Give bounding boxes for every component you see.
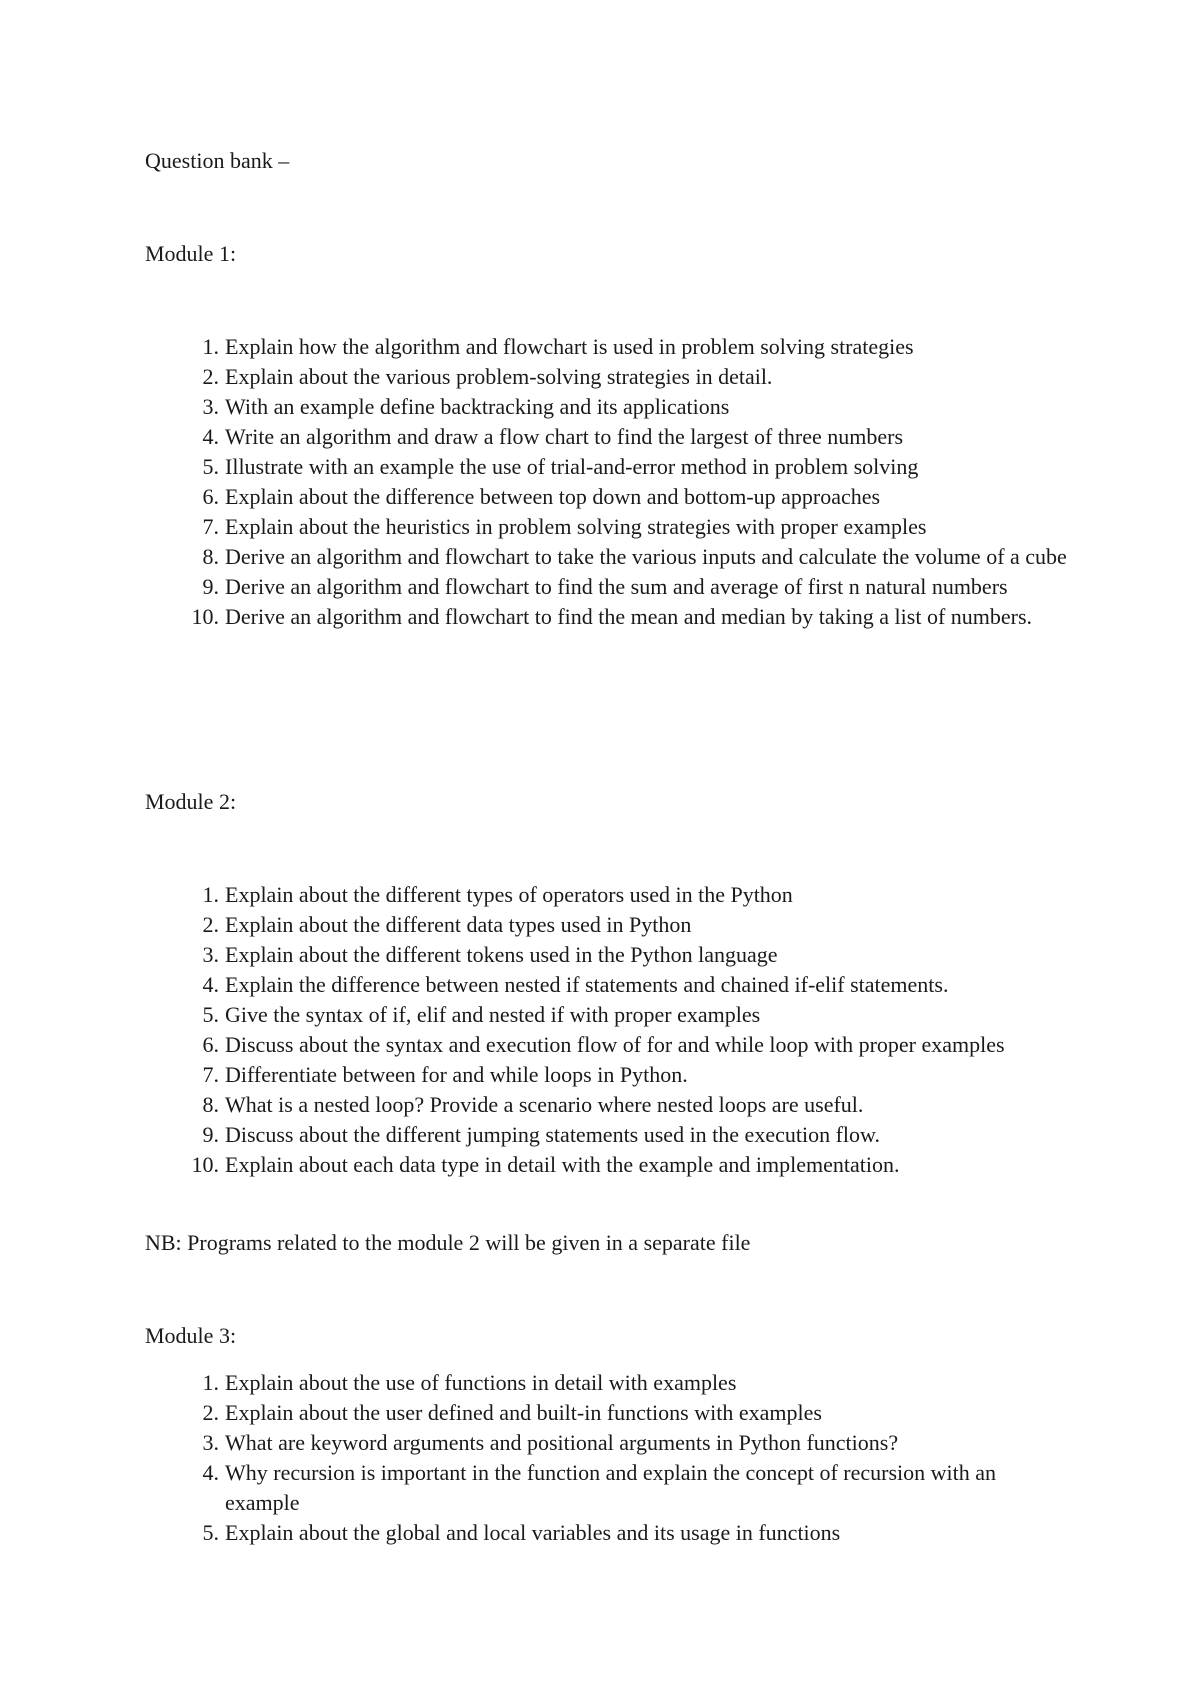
- question-text: Derive an algorithm and flowchart to find the mean and median by taking a list of numbers.: [225, 604, 1033, 629]
- question-number: 7.: [202, 514, 219, 539]
- module-1-question-list: [145, 332, 1075, 632]
- question-text: Derive an algorithm and flowchart to take the various inputs and calculate the volume of a cube: [225, 544, 1067, 569]
- question-number: 9.: [202, 574, 219, 599]
- question-item: [145, 1120, 1075, 1150]
- question-number: 4.: [202, 424, 219, 449]
- question-number: 2.: [202, 912, 219, 937]
- module-3-question-list: [145, 1368, 1075, 1548]
- question-item: [145, 482, 1075, 512]
- question-number: 5.: [202, 1520, 219, 1545]
- question-item: [145, 392, 1075, 422]
- question-item: [145, 1428, 1075, 1458]
- question-item: [145, 542, 1075, 572]
- question-text: What is a nested loop? Provide a scenario where nested loops are useful.: [225, 1092, 864, 1117]
- question-text: What are keyword arguments and positional arguments in Python functions?: [225, 1430, 899, 1455]
- question-number: 8.: [202, 1092, 219, 1117]
- question-number: 10.: [191, 604, 219, 629]
- question-item: [145, 1060, 1075, 1090]
- question-text: Differentiate between for and while loops in Python.: [225, 1062, 688, 1087]
- module-2-note: NB: Programs related to the module 2 will be given in a separate file: [145, 1230, 751, 1255]
- question-item: [145, 572, 1075, 602]
- question-item: [145, 602, 1075, 632]
- question-item: [145, 910, 1075, 940]
- question-number: 2.: [202, 1400, 219, 1425]
- question-item: [145, 1368, 1075, 1398]
- question-item: [145, 1518, 1075, 1548]
- question-text: Discuss about the different jumping statements used in the execution flow.: [225, 1122, 880, 1147]
- module-2-heading: Module 2:: [145, 789, 237, 814]
- question-text: Explain about the different data types used in Python: [225, 912, 692, 937]
- question-item: [145, 362, 1075, 392]
- question-number: 1.: [202, 882, 219, 907]
- module-1-heading: Module 1:: [145, 241, 237, 266]
- question-text: Explain the difference between nested if statements and chained if-elif statements.: [225, 972, 949, 997]
- question-number: 5.: [202, 454, 219, 479]
- question-number: 1.: [202, 334, 219, 359]
- question-item: [145, 1458, 1075, 1518]
- question-text: Explain how the algorithm and flowchart is used in problem solving strategies: [225, 334, 914, 359]
- question-item: [145, 1090, 1075, 1120]
- question-number: 1.: [202, 1370, 219, 1395]
- page-title: Question bank –: [145, 148, 290, 173]
- question-number: 7.: [202, 1062, 219, 1087]
- question-text: With an example define backtracking and its applications: [225, 394, 730, 419]
- question-text: Explain about the use of functions in detail with examples: [225, 1370, 737, 1395]
- question-text: Explain about the various problem-solving strategies in detail.: [225, 364, 773, 389]
- question-text: Discuss about the syntax and execution flow of for and while loop with proper examples: [225, 1032, 1005, 1057]
- question-text: Explain about the heuristics in problem solving strategies with proper examples: [225, 514, 927, 539]
- question-number: 6.: [202, 1032, 219, 1057]
- question-text: Explain about the different tokens used in the Python language: [225, 942, 778, 967]
- question-item: [145, 332, 1075, 362]
- question-item: [145, 1030, 1075, 1060]
- question-number: 3.: [202, 942, 219, 967]
- module-3-heading: Module 3:: [145, 1323, 237, 1348]
- question-item: [145, 452, 1075, 482]
- question-item: [145, 422, 1075, 452]
- question-number: 10.: [191, 1152, 219, 1177]
- question-number: 6.: [202, 484, 219, 509]
- question-text: Why recursion is important in the function and explain the concept of recursion with an example: [225, 1460, 996, 1515]
- question-number: 9.: [202, 1122, 219, 1147]
- question-number: 4.: [202, 1460, 219, 1485]
- question-text: Derive an algorithm and flowchart to find the sum and average of first n natural numbers: [225, 574, 1008, 599]
- question-text: Illustrate with an example the use of trial-and-error method in problem solving: [225, 454, 919, 479]
- question-item: [145, 1000, 1075, 1030]
- question-number: 8.: [202, 544, 219, 569]
- question-number: 3.: [202, 1430, 219, 1455]
- question-item: [145, 512, 1075, 542]
- question-number: 2.: [202, 364, 219, 389]
- question-text: Give the syntax of if, elif and nested if with proper examples: [225, 1002, 761, 1027]
- question-text: Explain about the global and local variables and its usage in functions: [225, 1520, 841, 1545]
- question-number: 5.: [202, 1002, 219, 1027]
- question-text: Explain about the difference between top down and bottom-up approaches: [225, 484, 881, 509]
- question-item: [145, 940, 1075, 970]
- question-item: [145, 970, 1075, 1000]
- module-2-question-list: [145, 880, 1075, 1180]
- question-number: 4.: [202, 972, 219, 997]
- question-text: Write an algorithm and draw a flow chart to find the largest of three numbers: [225, 424, 904, 449]
- question-number: 3.: [202, 394, 219, 419]
- question-text: Explain about each data type in detail with the example and implementation.: [225, 1152, 900, 1177]
- question-item: [145, 1398, 1075, 1428]
- question-item: [145, 880, 1075, 910]
- question-text: Explain about the user defined and built-in functions with examples: [225, 1400, 822, 1425]
- question-item: [145, 1150, 1075, 1180]
- question-text: Explain about the different types of operators used in the Python: [225, 882, 793, 907]
